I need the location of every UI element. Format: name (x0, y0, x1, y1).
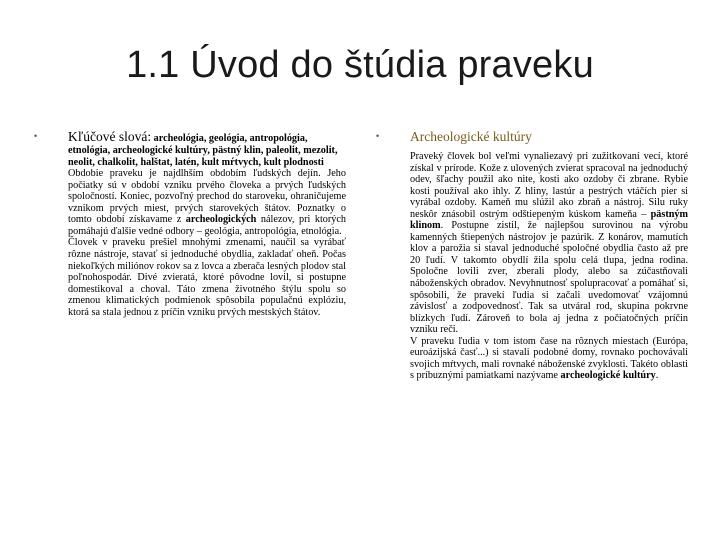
bullet-icon: • (34, 131, 38, 141)
keywords-list: etnológia, archeologické kultúry, pästný klin, paleolit, mezolit, neolit, chalkolit, halštat, latén, kult mŕtvych, kult plodnosti (68, 145, 338, 168)
bullet-icon: • (376, 131, 380, 141)
right-content (410, 128, 688, 382)
slide-title: 1.1 Úvod do štúdia praveku (126, 44, 594, 86)
keywords-label: Kľúčové slová: (68, 129, 152, 144)
keywords-start: archeológia, geológia, antropológia, (151, 133, 308, 144)
text-run: Obdobie praveku je najdlhším obdobím ľudských dejín. Jeho počiatky sú v období vzniku prvého človeka a prvých ľudských spoločností. Koniec, pozvoľný prechod do staroveku, ohraničujeme vznikom prvých miest, prvých starovekých štátov. Poznatky o tomto období získavame z (68, 168, 346, 226)
text-run: . Postupne zistil, že najlepšou surovinou na výrobu kamenných štiepených nástrojov je pazúrik. Z konárov, mamutích klov a parožia si staval jednoduché spoločné obydlia často až pre 20 ľudí. V takomto obydlí žila spolu celá tlupa, jedna rodina. Spoločne lovili zver, zberali plody, alebo sa zúčastňovali náboženských obradov. Nevyhnutnosť spolupracovať a pomáhať si, spôsobili, že pravekí ľudia si začali uvedomovať vzájomnú závislosť a zodpovednosť. Tak sa utváral rod, skupina pokrvne blízkych ľudí. Zároveň to bola aj jedna z počiatočných príčin vzniku reči. (410, 220, 688, 336)
left-paragraph-2: Človek v praveku prešiel mnohými zmenami, naučil sa vyrábať rôzne nástroje, stavať si jednoduché obydlia, zakladať oheň. Počas niekoľkých miliónov rokov sa z lovca a zberača lesných plodov stal poľnohospodár. Divé zvieratá, ktoré pôvodne lovil, si postupne domestikoval a choval. Táto zmena životného štýlu spolu so zmenou klimatických podmienok spôsobila populačnú explóziu, ktorá sa stala jednou z príčin vzniku prvých mestských štátov. (68, 237, 346, 318)
section-heading: Archeologické kultúry (410, 129, 532, 144)
text-run: . (655, 370, 659, 382)
right-paragraph-2 (410, 336, 688, 382)
bold-term: pästným klinom (410, 208, 688, 232)
bold-term: archeologické kultúry (560, 370, 656, 382)
text-run: Praveký človek bol veľmi vynaliezavý pri zužitkovaní vecí, ktoré získal v prírode. Kože z ulovených zvierat spracoval na jednoduchý odev, šľachy použil ako nite, kosti ako ozdoby či zbrane. Rybie kosti používal ako ihly. Z hliny, lastúr a pestrých vtáčích pier si vyrábal ozdoby. Kameň mu slúžil ako zbraň a nástroj. Silu ruky neskôr znásobil ostrým odštiepeným kúskom kameňa – (410, 151, 688, 220)
right-column (376, 128, 688, 382)
bold-term: archeologických (185, 214, 257, 226)
keywords-heading (68, 128, 346, 145)
text-run: nálezov, pri ktorých pomáhajú ďalšie vedné odbory – geológia, antropológia, etnológia. (68, 214, 347, 237)
left-paragraph-1 (68, 168, 346, 237)
text-run: V praveku ľudia v tom istom čase na rôznych miestach (Európa, euroázijská časť...) si stavali podobné domy, rovnako pochovávali svojich mŕtvych, mali rovnaké náboženské zvyklosti. Takéto oblasti s príbuznými pamiatkami nazývame (410, 335, 688, 382)
left-column (34, 128, 346, 318)
right-paragraph-1 (410, 151, 688, 336)
left-content (68, 128, 346, 318)
